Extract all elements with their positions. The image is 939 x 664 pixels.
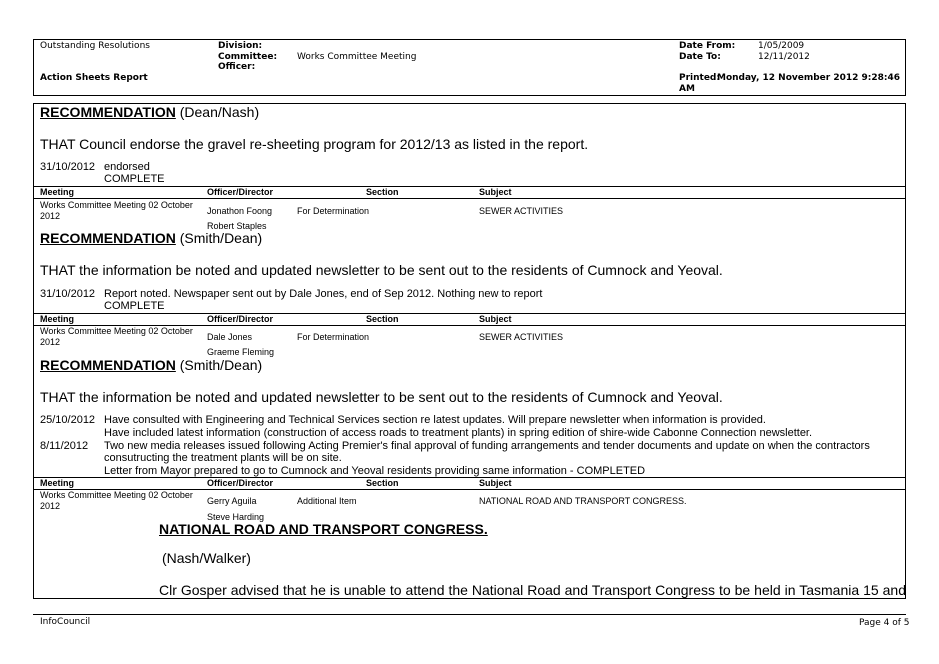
- subject-value: NATIONAL ROAD AND TRANSPORT CONGRESS.: [479, 496, 687, 506]
- recommendation-heading: [40, 104, 259, 120]
- officer-value: Dale Jones: [207, 332, 253, 342]
- subject-value: SEWER ACTIVITIES: [479, 332, 564, 342]
- section-value: Additional Item: [297, 496, 357, 506]
- meta-divider-top: [33, 313, 906, 314]
- committee-value: Works Committee Meeting: [297, 52, 417, 62]
- committee-label: Committee:: [218, 52, 278, 62]
- page-number: Page 4 of 5: [859, 618, 910, 628]
- recommendation-heading: [40, 357, 262, 373]
- congress-title: NATIONAL ROAD AND TRANSPORT CONGRESS.: [159, 521, 488, 537]
- footer-brand: InfoCouncil: [40, 617, 91, 627]
- note-date: 31/10/2012: [40, 161, 96, 173]
- officer-value: Jonathon Foong: [207, 206, 273, 216]
- section-value: For Determination: [297, 332, 370, 342]
- printed-label: Printed:: [679, 73, 720, 83]
- officer-value: Gerry Aguila: [207, 496, 257, 506]
- recommendation-heading: [40, 230, 262, 246]
- note-text: Report noted. Newspaper sent out by Dale Jones, end of Sep 2012. Nothing new to report: [104, 288, 543, 300]
- congress-movers: (Nash/Walker): [162, 550, 251, 566]
- recommendation-label: RECOMMENDATION: [40, 104, 176, 120]
- report-subtitle: Action Sheets Report: [40, 73, 148, 83]
- date-from-value: 1/05/2009: [758, 41, 805, 51]
- report-title: Outstanding Resolutions: [40, 41, 150, 51]
- officer-label: Officer:: [218, 62, 256, 72]
- printed-value-ampm: AM: [679, 84, 695, 94]
- column-header-officer: Officer/Director: [207, 187, 274, 197]
- meta-divider-top: [33, 186, 906, 187]
- note-date: 31/10/2012: [40, 288, 96, 300]
- note-text: Have consulted with Engineering and Technical Services section re latest updates. Will prepare newsletter when information is provided.: [104, 414, 766, 426]
- recommendation-text: THAT the information be noted and updated newsletter to be sent out to the residents of Cumnock and Yeoval.: [40, 262, 723, 278]
- recommendation-text: THAT the information be noted and updated newsletter to be sent out to the residents of Cumnock and Yeoval.: [40, 389, 723, 405]
- section-value: For Determination: [297, 206, 370, 216]
- note-text: Letter from Mayor prepared to go to Cumnock and Yeoval residents providing same information - COMPLETED: [104, 465, 646, 477]
- recommendation-label: RECOMMENDATION: [40, 357, 176, 373]
- column-header-subject: Subject: [479, 314, 512, 324]
- status-text: COMPLETE: [104, 300, 165, 312]
- recommendation-movers: (Dean/Nash): [179, 104, 260, 120]
- column-header-section: Section: [366, 314, 399, 324]
- recommendation-movers: (Smith/Dean): [179, 357, 263, 373]
- recommendation-text: THAT Council endorse the gravel re-sheeting program for 2012/13 as listed in the report.: [40, 136, 589, 152]
- meta-divider-bottom: [33, 198, 906, 199]
- date-to-value: 12/11/2012: [758, 52, 810, 62]
- date-to-label: Date To:: [679, 52, 721, 62]
- printed-value: Monday, 12 November 2012 9:28:46: [717, 73, 901, 83]
- column-header-officer: Officer/Director: [207, 314, 274, 324]
- column-header-section: Section: [366, 187, 399, 197]
- congress-text: Clr Gosper advised that he is unable to attend the National Road and Transport Congress to be held in Tasmania 15 and: [159, 582, 906, 598]
- column-header-officer: Officer/Director: [207, 478, 274, 488]
- status-text: COMPLETE: [104, 173, 165, 185]
- column-header-meeting: Meeting: [40, 187, 75, 197]
- director-value: Graeme Fleming: [207, 347, 275, 357]
- note-date: 8/11/2012: [40, 440, 89, 452]
- column-header-meeting: Meeting: [40, 314, 75, 324]
- column-header-subject: Subject: [479, 187, 512, 197]
- note-text: endorsed: [104, 161, 150, 173]
- meeting-value: Works Committee Meeting 02 October 2012: [40, 326, 193, 347]
- meeting-value: Works Committee Meeting 02 October 2012: [40, 200, 193, 221]
- column-header-section: Section: [366, 478, 399, 488]
- meta-divider-top: [33, 477, 906, 478]
- director-value: Steve Harding: [207, 512, 265, 522]
- subject-value: SEWER ACTIVITIES: [479, 206, 564, 216]
- footer-rule: [33, 614, 906, 615]
- note-text: consutructing the treatment plants will be on site.: [104, 452, 342, 464]
- division-label: Division:: [218, 41, 263, 51]
- column-header-subject: Subject: [479, 478, 512, 488]
- director-value: Robert Staples: [207, 221, 267, 231]
- recommendation-movers: (Smith/Dean): [179, 230, 263, 246]
- meeting-value: Works Committee Meeting 02 October 2012: [40, 490, 193, 511]
- note-text: Have included latest information (construction of access roads to treatment plants) in spring edition of shire-wide Cabonne Connection newsletter.: [104, 427, 813, 439]
- column-header-meeting: Meeting: [40, 478, 75, 488]
- note-text: Two new media releases issued following Acting Premier's final approval of funding arrangements and tender documents and update on when the contractors: [104, 440, 870, 452]
- recommendation-label: RECOMMENDATION: [40, 230, 176, 246]
- note-date: 25/10/2012: [40, 414, 96, 426]
- date-from-label: Date From:: [679, 41, 736, 51]
